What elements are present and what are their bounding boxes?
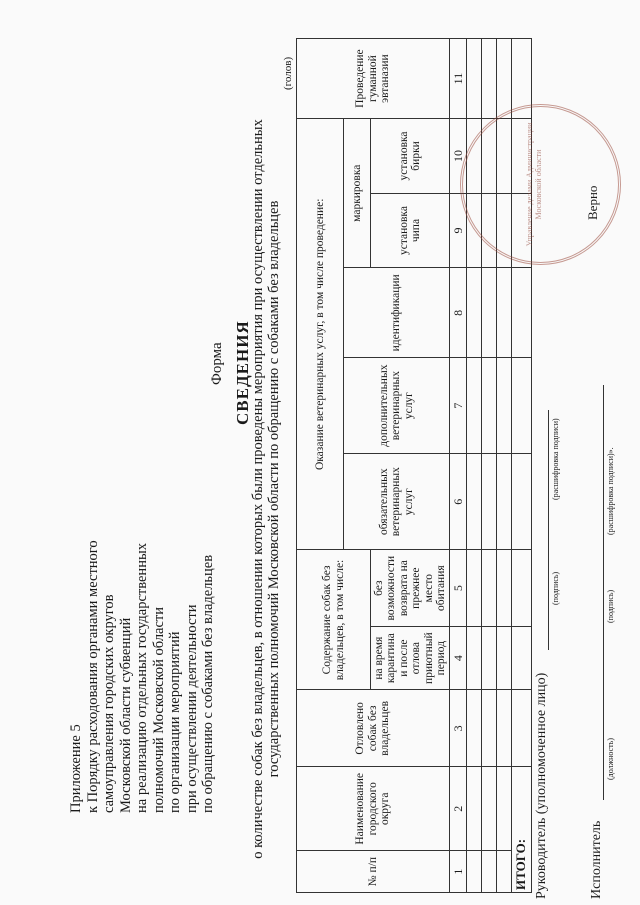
table-cell[interactable]: [482, 690, 497, 767]
total-cell[interactable]: [512, 550, 532, 626]
appendix-block: [68, 353, 217, 813]
head-signature-line[interactable]: [548, 410, 549, 650]
appendix-line: к Порядку расходования органами местного: [84, 540, 101, 813]
table-cell[interactable]: [497, 39, 512, 119]
appendix-line: по обращению с собаками без владельцев: [200, 554, 216, 813]
header-keep-quarantine: на время карантина и после отлова приютный период: [371, 626, 450, 690]
table-cell[interactable]: [482, 268, 497, 358]
col-number: 1: [450, 851, 467, 893]
table-cell[interactable]: [467, 851, 482, 893]
col-number: 8: [450, 268, 467, 358]
subtitle-line-2: государственных полномочий Московской области по обращению с собаками без владельцев: [266, 200, 282, 778]
caption-signature: (подпись): [551, 571, 560, 605]
header-caught: Отловлено собак без владельцев: [297, 690, 450, 767]
header-tag: установка бирки: [371, 119, 450, 194]
col-number: 9: [450, 193, 467, 268]
appendix-line: на реализацию отдельных государственных: [134, 543, 150, 813]
col-number: 10: [450, 119, 467, 194]
table-cell[interactable]: [497, 453, 512, 550]
executor-signature-line[interactable]: [603, 385, 604, 800]
header-vet-group: Оказание ветеринарных услуг, в том числе проведение:: [297, 119, 344, 550]
table-cell[interactable]: [482, 767, 497, 851]
executor-label: Исполнитель: [589, 820, 604, 899]
table-cell[interactable]: [497, 550, 512, 626]
header-keeping-group: Содержание собак без владельцев, в том числе:: [297, 550, 371, 690]
total-cell[interactable]: [512, 358, 532, 454]
document-subtitle: [250, 79, 282, 899]
caption-position: (должность): [606, 738, 615, 780]
official-stamp: [460, 104, 621, 265]
header-identification: идентификации: [344, 268, 450, 358]
total-cell[interactable]: [512, 690, 532, 767]
appendix-line: по организации мероприятий: [167, 631, 183, 813]
table-cell[interactable]: [482, 851, 497, 893]
col-number: 5: [450, 550, 467, 626]
caption-decode: (расшифровка подписи): [551, 418, 560, 500]
table-cell[interactable]: [482, 358, 497, 454]
appendix-line: Приложение 5: [68, 724, 84, 813]
subtitle-line-1: о количестве собак без владельцев, в отношении которых были проведены мероприятия при осуществлении отдельных: [250, 119, 266, 859]
table-cell[interactable]: [497, 767, 512, 851]
header-chip: установка чипа: [371, 193, 450, 268]
table-cell[interactable]: [497, 268, 512, 358]
table-cell[interactable]: [467, 626, 482, 690]
unit-label: (голов): [282, 56, 294, 90]
header-keep-no-return: без возможности возврата на прежнее место обитания: [371, 550, 450, 626]
appendix-line: полномочий Московской области: [150, 606, 167, 813]
appendix-line: самоуправления городских округов: [101, 594, 117, 813]
total-cell[interactable]: [512, 626, 532, 690]
header-marking: маркировка: [344, 119, 371, 268]
col-number: 3: [450, 690, 467, 767]
col-number: 11: [450, 39, 467, 119]
header-num: № п/п: [297, 851, 450, 893]
appendix-line: Московской области субвенций: [117, 617, 134, 813]
table-cell[interactable]: [467, 358, 482, 454]
table-cell[interactable]: [482, 626, 497, 690]
table-cell[interactable]: [497, 851, 512, 893]
form-label: Форма: [209, 342, 225, 385]
caption-signature-2: (подпись): [606, 589, 615, 623]
table-cell[interactable]: [467, 550, 482, 626]
header-district-name: Наименование городского округа: [297, 767, 450, 851]
table-cell[interactable]: [467, 690, 482, 767]
col-number: 6: [450, 453, 467, 550]
col-number: 4: [450, 626, 467, 690]
caption-decode-2: (расшифровка подписи)».: [606, 447, 615, 535]
header-euthanasia: Проведение гуманной эвтаназии: [297, 39, 450, 119]
table-cell[interactable]: [482, 453, 497, 550]
table-cell[interactable]: [497, 690, 512, 767]
document-title: СВЕДЕНИЯ: [233, 320, 252, 425]
table-cell[interactable]: [497, 358, 512, 454]
header-vet-mandatory: обязательных ветеринарных услуг: [344, 453, 450, 550]
table-cell[interactable]: [497, 626, 512, 690]
header-vet-additional: дополнительных ветеринарных услуг: [344, 358, 450, 454]
stamp-text: Управление делами Администрации Московской области: [525, 122, 543, 247]
total-cell[interactable]: [512, 268, 532, 358]
table-cell[interactable]: [467, 453, 482, 550]
table-cell[interactable]: [482, 39, 497, 119]
appendix-line: при осуществлении деятельности: [183, 604, 200, 813]
head-signature-label: Руководитель (уполномоченное лицо): [534, 672, 549, 899]
col-number: 7: [450, 358, 467, 454]
verno-mark: Верно: [585, 185, 600, 220]
table-cell[interactable]: [467, 268, 482, 358]
table-cell[interactable]: [467, 39, 482, 119]
total-cell[interactable]: [512, 453, 532, 550]
table-cell[interactable]: [467, 767, 482, 851]
total-label: ИТОГО:: [512, 767, 532, 893]
col-number: 2: [450, 767, 467, 851]
table-cell[interactable]: [482, 550, 497, 626]
